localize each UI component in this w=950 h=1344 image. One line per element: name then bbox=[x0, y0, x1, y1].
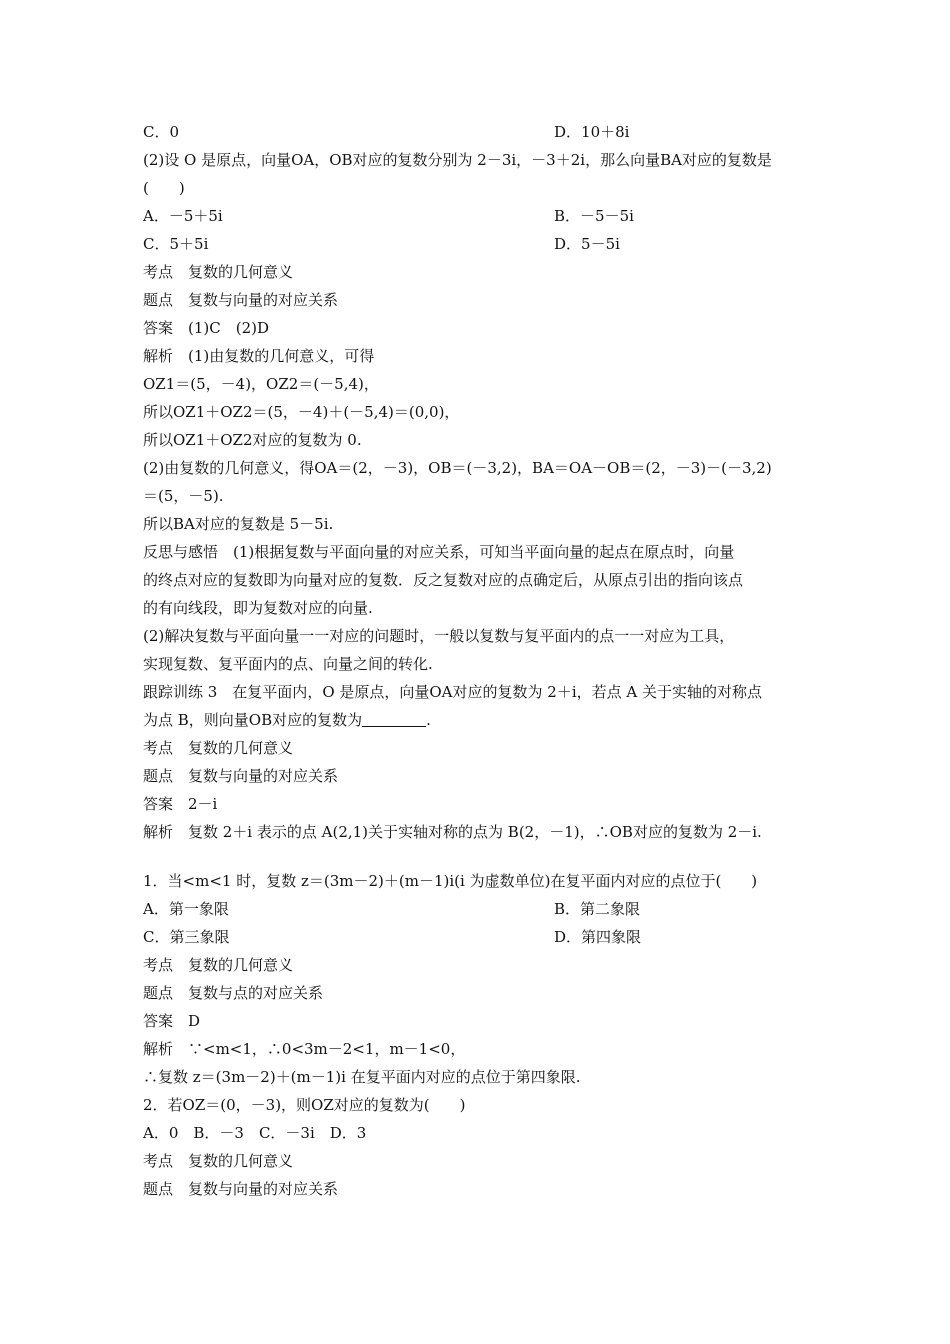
topic-line: 考点 复数的几何意义 bbox=[143, 739, 294, 757]
analysis-line: 所以BA对应的复数是 5－5i. bbox=[143, 515, 334, 533]
reflection-line: 实现复数、复平面内的点、向量之间的转化. bbox=[143, 655, 433, 673]
analysis-line: ＝(5，－5). bbox=[143, 487, 224, 505]
analysis-line: 解析 ∵<m<1，∴0<3m－2<1，m－1<0， bbox=[143, 1040, 466, 1058]
option-d: D．5－5i bbox=[554, 235, 620, 253]
subtopic-line: 题点 复数与向量的对应关系 bbox=[143, 291, 339, 309]
options-row bbox=[143, 206, 634, 226]
subtopic-line: 题点 复数与向量的对应关系 bbox=[143, 767, 339, 785]
answer-line: 答案 (1)C (2)D bbox=[143, 319, 269, 337]
analysis-line: ∴复数 z＝(3m－2)＋(m－1)i 在复平面内对应的点位于第四象限. bbox=[143, 1068, 581, 1086]
options-row: A．0 B．－3 C．－3i D．3 bbox=[143, 1124, 367, 1142]
answer-line: 答案 2－i bbox=[143, 795, 218, 813]
answer-bracket: ( ) bbox=[143, 179, 185, 197]
analysis-line: 所以OZ1＋OZ2＝(5，－4)＋(－5,4)＝(0,0)， bbox=[143, 403, 460, 421]
option-c: C．5＋5i bbox=[143, 235, 209, 253]
option-b: B．第二象限 bbox=[554, 900, 641, 918]
option-c: C．第三象限 bbox=[143, 928, 230, 946]
analysis-line: (2)由复数的几何意义，得OA＝(2，－3)，OB＝(－3,2)，BA＝OA－OB＝(2，－3)－(－3,2) bbox=[143, 459, 772, 477]
analysis-line: OZ1＝(5，－4)，OZ2＝(－5,4)， bbox=[143, 375, 379, 393]
reflection-line: 的有向线段，即为复数对应的向量. bbox=[143, 599, 373, 617]
option-a: A．－5＋5i bbox=[143, 207, 223, 225]
analysis-line: 解析 复数 2＋i 表示的点 A(2,1)关于实轴对称的点为 B(2，－1)，∴OB对应的复数为 2－i. bbox=[143, 823, 762, 841]
options-row bbox=[143, 122, 630, 142]
option-d: D．第四象限 bbox=[554, 928, 642, 946]
option-b: B．－5－5i bbox=[554, 207, 634, 225]
question-text: 1．当<m<1 时，复数 z＝(3m－2)＋(m－1)i(i 为虚数单位)在复平面内对应的点位于( ) bbox=[143, 872, 758, 890]
fill-in-blank bbox=[362, 712, 426, 727]
answer-line: 答案 D bbox=[143, 1012, 201, 1030]
analysis-line: 解析 (1)由复数的几何意义，可得 bbox=[143, 347, 375, 365]
option-d: D．10＋8i bbox=[554, 123, 630, 141]
options-row bbox=[143, 234, 620, 254]
practice-question: 跟踪训练 3 在复平面内，O 是原点，向量OA对应的复数为 2＋i，若点 A 关于实轴的对称点 bbox=[143, 683, 762, 701]
option-a: A．第一象限 bbox=[143, 900, 229, 918]
options-row bbox=[143, 927, 642, 947]
practice-question: 为点 B，则向量OB对应的复数为 . bbox=[143, 711, 431, 729]
topic-line: 考点 复数的几何意义 bbox=[143, 263, 294, 281]
topic-line: 考点 复数的几何意义 bbox=[143, 1152, 294, 1170]
option-c: C．0 bbox=[143, 123, 180, 141]
analysis-line: 所以OZ1＋OZ2对应的复数为 0. bbox=[143, 431, 362, 449]
reflection-line: 反思与感悟 (1)根据复数与平面向量的对应关系，可知当平面向量的起点在原点时，向量 bbox=[143, 543, 735, 561]
question-text: (2)设 O 是原点，向量OA，OB对应的复数分别为 2－3i，－3＋2i，那么向量BA对应的复数是 bbox=[143, 151, 772, 169]
options-row bbox=[143, 899, 641, 919]
subtopic-line: 题点 复数与点的对应关系 bbox=[143, 984, 324, 1002]
subtopic-line: 题点 复数与向量的对应关系 bbox=[143, 1180, 339, 1198]
reflection-line: 的终点对应的复数即为向量对应的复数．反之复数对应的点确定后，从原点引出的指向该点 bbox=[143, 571, 744, 589]
topic-line: 考点 复数的几何意义 bbox=[143, 956, 294, 974]
question-text: 2．若OZ＝(0，－3)，则OZ对应的复数为( ) bbox=[143, 1096, 466, 1114]
reflection-line: (2)解决复数与平面向量一一对应的问题时，一般以复数与复平面内的点一一对应为工具， bbox=[143, 627, 735, 645]
